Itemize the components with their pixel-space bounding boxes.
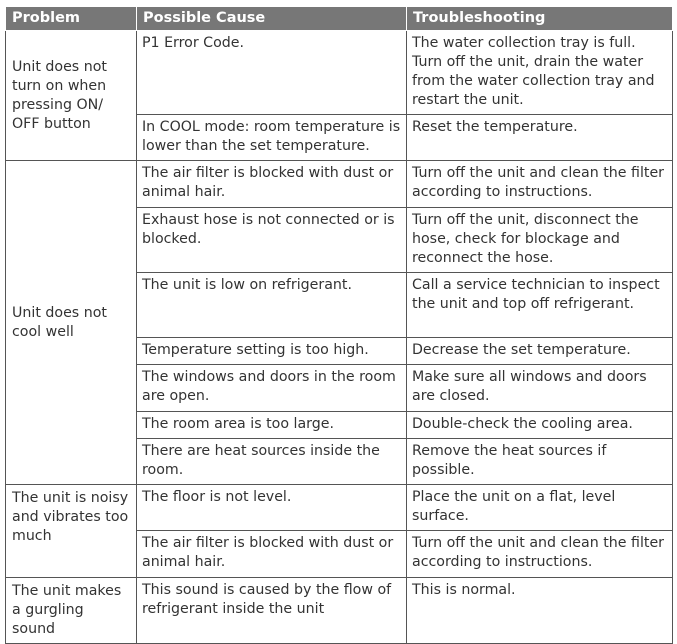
cause-cell: The air filter is blocked with dust or animal hair.: [137, 161, 407, 208]
problem-cell: Unit does not turn on when pressing ON/ OFF button: [6, 31, 137, 161]
troubleshooting-cell: The water collection tray is full. Turn off the unit, drain the water from the water collection tray and restart the unit.: [407, 31, 673, 115]
cause-cell: This sound is caused by the flow of refrigerant inside the unit: [137, 578, 407, 644]
troubleshooting-cell: Make sure all windows and doors are closed.: [407, 365, 673, 412]
troubleshooting-cell: Turn off the unit and clean the filter according to instructions.: [407, 161, 673, 208]
problem-cell: Unit does not cool well: [6, 161, 137, 485]
cause-cell: In COOL mode: room temperature is lower than the set temperature.: [137, 115, 407, 161]
cause-cell: P1 Error Code.: [137, 31, 407, 115]
troubleshooting-cell: Remove the heat sources if possible.: [407, 439, 673, 485]
cause-cell: The floor is not level.: [137, 485, 407, 531]
troubleshooting-cell: This is normal.: [407, 578, 673, 644]
troubleshooting-cell: Turn off the unit and clean the filter according to instructions.: [407, 531, 673, 578]
table-row: [6, 31, 673, 115]
problem-cell: The unit makes a gurgling sound: [6, 578, 137, 644]
header-problem: Problem: [6, 7, 137, 31]
troubleshooting-cell: Double-check the cooling area.: [407, 412, 673, 439]
cause-cell: Exhaust hose is not connected or is blocked.: [137, 208, 407, 273]
table-row: [6, 485, 673, 531]
cause-cell: The air filter is blocked with dust or animal hair.: [137, 531, 407, 578]
troubleshooting-cell: Reset the temperature.: [407, 115, 673, 161]
cause-cell: The room area is too large.: [137, 412, 407, 439]
header-troubleshooting: Troubleshooting: [407, 7, 673, 31]
troubleshooting-cell: Call a service technician to inspect the unit and top off refrigerant.: [407, 273, 673, 338]
header-row: [6, 7, 673, 31]
table-row: [6, 578, 673, 644]
troubleshooting-cell: Turn off the unit, disconnect the hose, check for blockage and reconnect the hose.: [407, 208, 673, 273]
problem-cell: The unit is noisy and vibrates too much: [6, 485, 137, 578]
header-possible-cause: Possible Cause: [137, 7, 407, 31]
troubleshooting-table: [5, 6, 673, 644]
cause-cell: The unit is low on refrigerant.: [137, 273, 407, 338]
cause-cell: Temperature setting is too high.: [137, 338, 407, 365]
cause-cell: The windows and doors in the room are open.: [137, 365, 407, 412]
troubleshooting-cell: Decrease the set temperature.: [407, 338, 673, 365]
cause-cell: There are heat sources inside the room.: [137, 439, 407, 485]
troubleshooting-cell: Place the unit on a flat, level surface.: [407, 485, 673, 531]
table-row: [6, 161, 673, 208]
